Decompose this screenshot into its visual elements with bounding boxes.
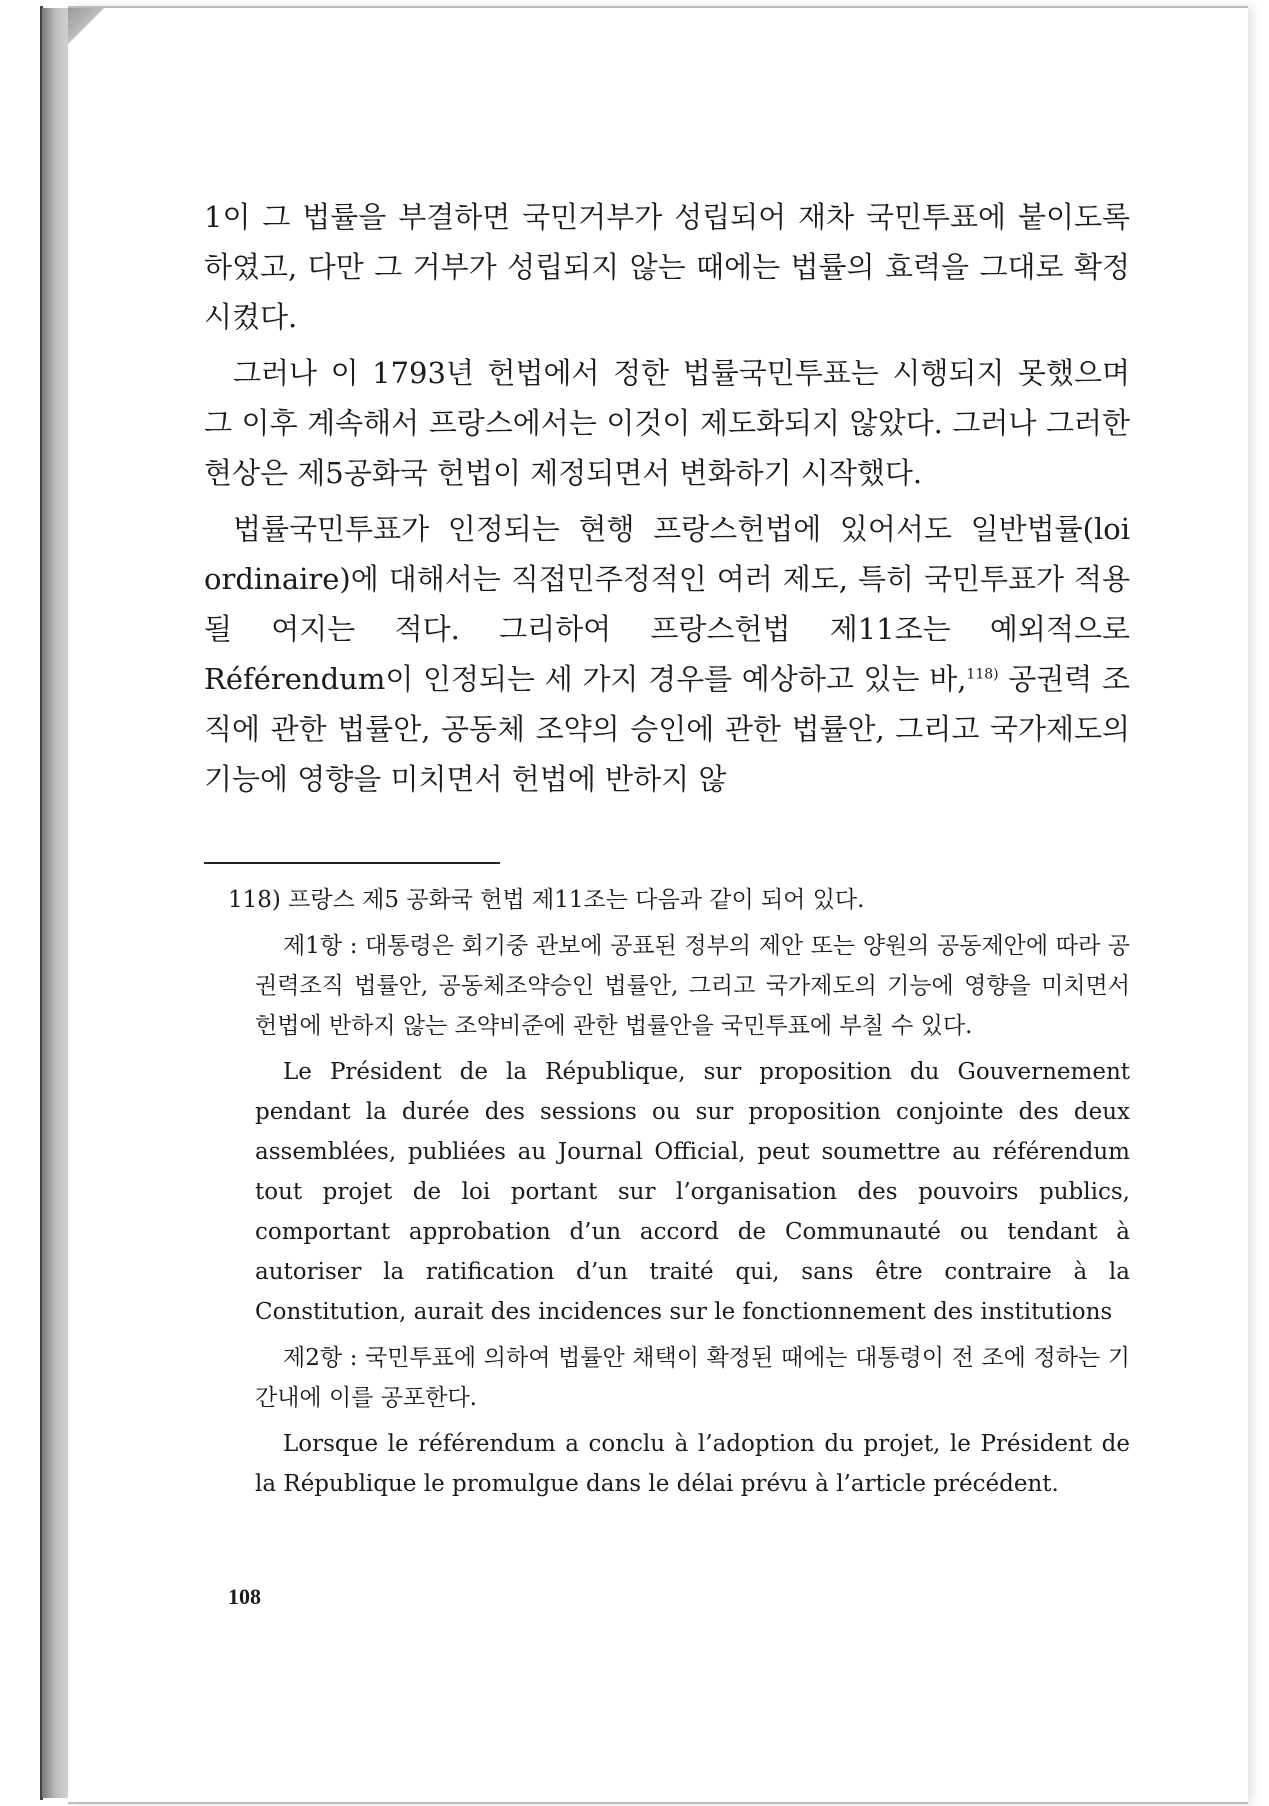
footnote-118: [228, 880, 1130, 1510]
paragraph-text-part1: 법률국민투표가 인정되는 현행 프랑스헌법에 있어서도 일반법률(loi ordinaire)에 대해서는 직접민주정적인 여러 제도, 특히 국민투표가 적용될 여지는 적다. 그리하여 프랑스헌법 제11조는 예외적으로 Référendum이 인정되는 세 가지 경우를 예상하고 있는 바,: [204, 512, 1130, 696]
page-number: 108: [228, 1584, 261, 1609]
article-1-french: Le Président de la République, sur proposition du Gouvernement pendant la durée des sessions ou sur proposition conjointe des deux assemblées, publiées au Journal Official, peut soumettre au référendum tout projet de loi portant sur l’organisation des pouvoirs publics, comportant approbation d’un accord de Communauté ou tendant à autoriser la ratification d’un traité qui, sans être contraire à la Constitution, aurait des incidences sur le fonctionnement des institutions: [255, 1059, 1130, 1325]
article-1-korean: 제1항 : 대통령은 회기중 관보에 공표된 정부의 제안 또는 양원의 공동제안에 따라 공권력조직 법률안, 공동체조약승인 법률안, 그리고 국가제도의 기능에 영향을 미치면서 헌법에 반하지 않는 조약비준에 관한 법률안을 국민투표에 부칠 수 있다.: [255, 933, 1130, 1039]
paragraph-continued: 1이 그 법률을 부결하면 국민거부가 성립되어 재차 국민투표에 붙이도록 하였고, 다만 그 거부가 성립되지 않는 때에는 법률의 효력을 그대로 확정시켰다.: [204, 200, 1130, 334]
article-2-korean: 제2항 : 국민투표에 의하여 법률안 채택이 확정된 때에는 대통령이 전 조에 정하는 기간내에 이를 공포한다.: [255, 1345, 1130, 1411]
footnote-heading: 118) 프랑스 제5 공화국 헌법 제11조는 다음과 같이 되어 있다.: [228, 887, 865, 913]
paragraph-text-part2: 공권력 조직에 관한 법률안, 공동체 조약의 승인에 관한 법률안, 그리고 국가제도의 기능에 영향을 미치면서 헌법에 반하지 않: [204, 662, 1130, 796]
article-2-french: Lorsque le référendum a conclu à l’adoption du projet, le Président de la République le promulgue dans le délai prévu à l’article précédent.: [255, 1431, 1130, 1497]
page-corner-fold: [68, 8, 104, 44]
footnote-reference-118[interactable]: 118): [966, 666, 999, 683]
footnote-divider: [204, 862, 500, 864]
paragraph-1793-constitution: 그러나 이 1793년 헌법에서 정한 법률국민투표는 시행되지 못했으며 그 이후 계속해서 프랑스에서는 이것이 제도화되지 않았다. 그러나 그러한 현상은 제5공화국 헌법이 제정되면서 변화하기 시작했다.: [204, 356, 1130, 490]
main-text: [204, 192, 1130, 810]
paragraph-current-constitution: [204, 504, 1130, 804]
